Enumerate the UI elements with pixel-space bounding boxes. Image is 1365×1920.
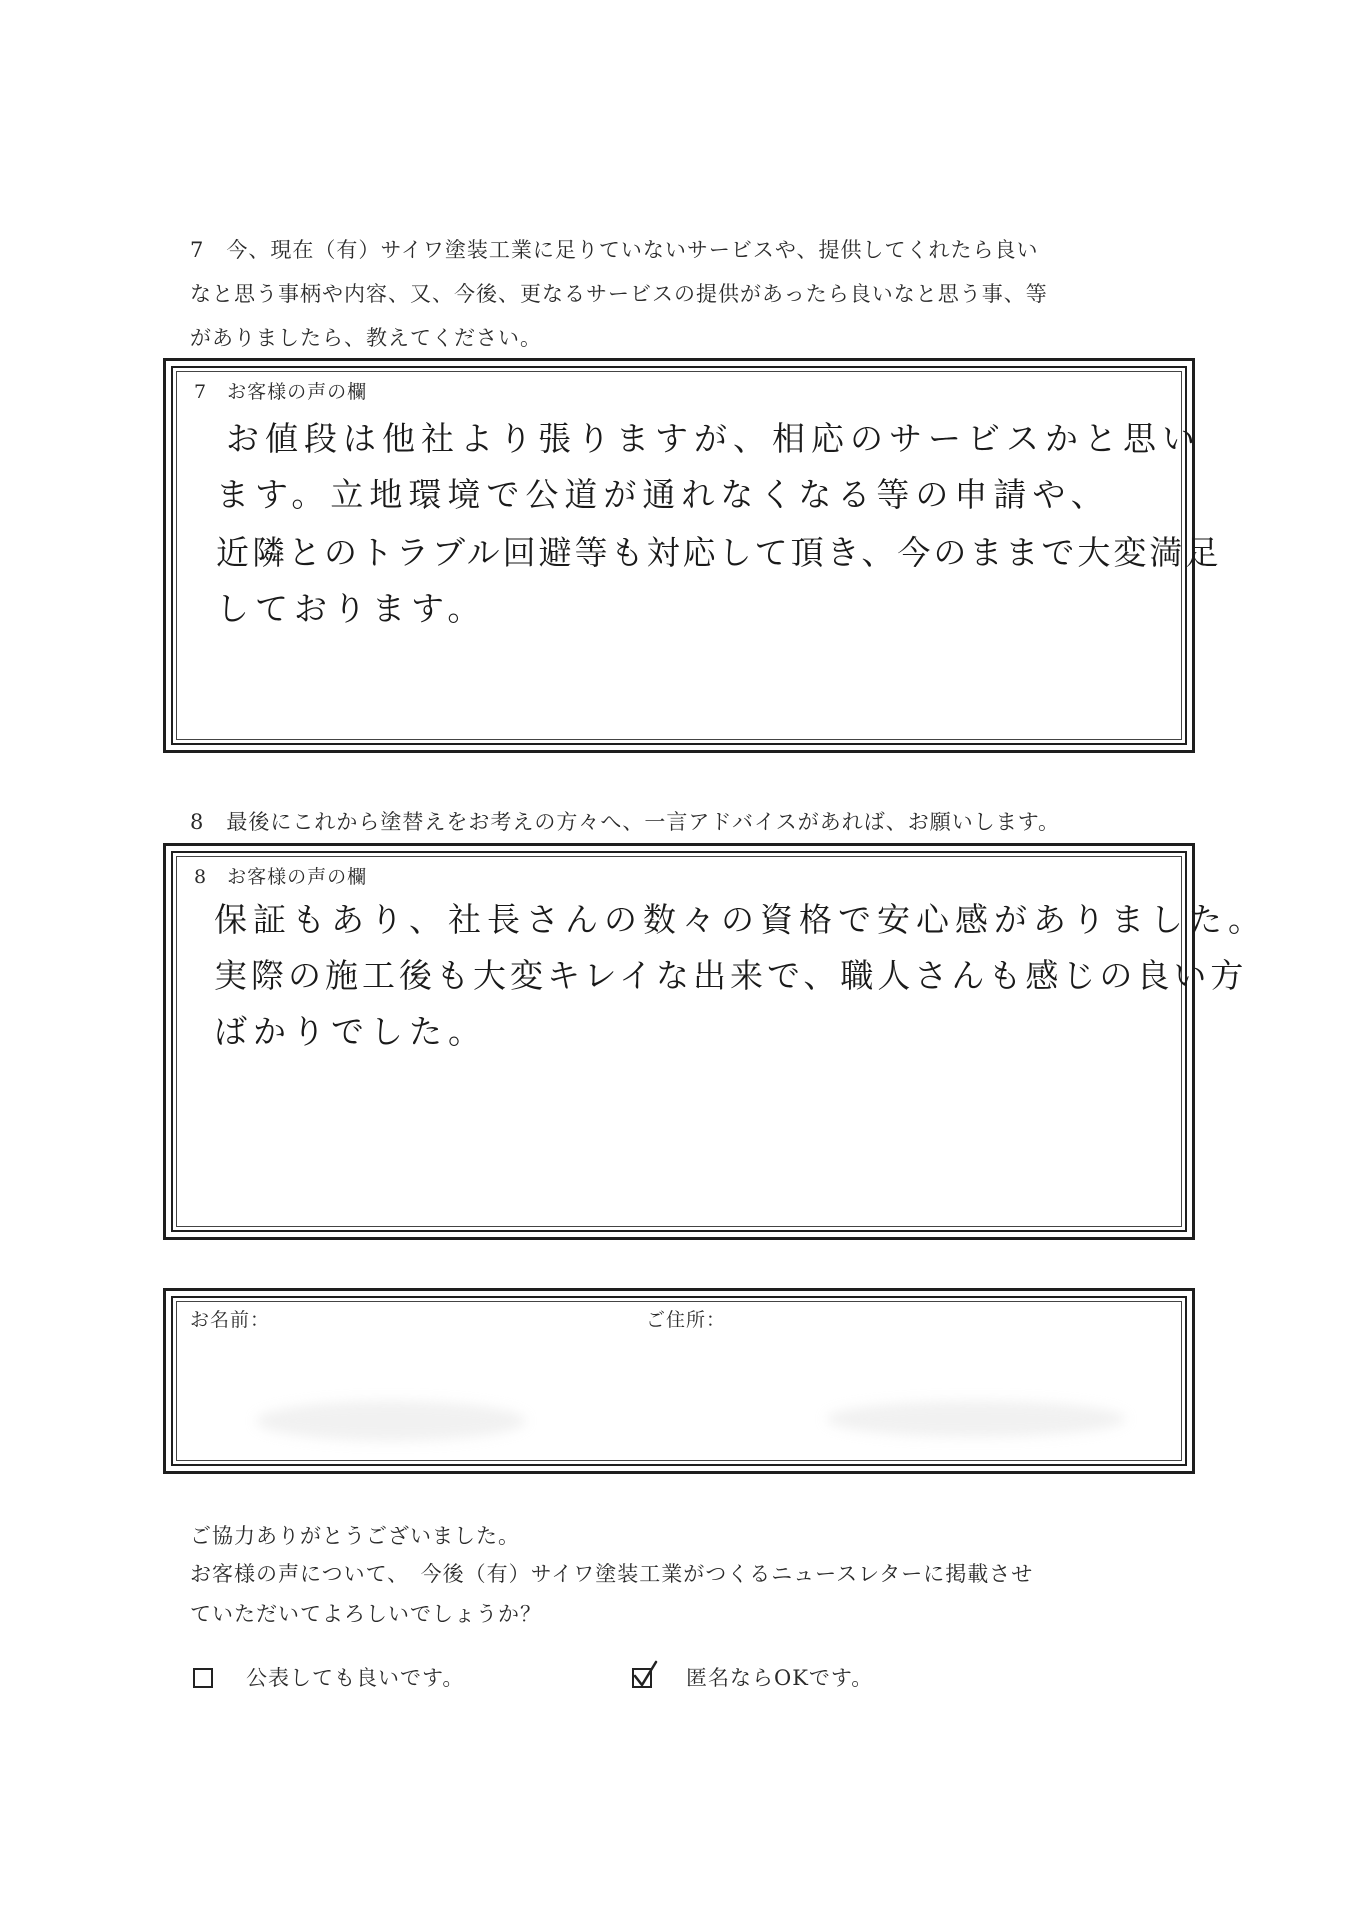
redacted-name-area [256, 1401, 526, 1441]
q7-answer-line-2: ます。立地環境で公道が通れなくなる等の申請や、 [216, 475, 1110, 514]
q7-line-3: がありましたら、教えてください。 [190, 326, 542, 350]
q8-answer-line-1: 保証もあり、社長さんの数々の資格で安心感がありました。 [214, 900, 1267, 939]
q8-answer-line-2: 実際の施工後も大変キレイな出来で、職人さんも感じの良い方 [214, 956, 1248, 995]
redacted-address-area [826, 1401, 1126, 1437]
q7-answer-line-3: 近隣とのトラブル回避等も対応して頂き、今のままで大変満足 [216, 533, 1222, 572]
q7-answer-line-1: お値段は他社より張りますが、相応のサービスかと思い [226, 419, 1201, 458]
public-ok-checkbox[interactable] [193, 1668, 213, 1688]
name-label: お名前： [190, 1309, 271, 1331]
anonymous-ok-label: 匿名ならOKです。 [686, 1666, 874, 1690]
public-ok-label: 公表しても良いです。 [246, 1666, 465, 1690]
q8-line-1: 8 最後にこれから塗替えをお考えの方々へ、一言アドバイスがあれば、お願いします。 [190, 810, 1061, 834]
q8-answer-box [163, 843, 1267, 1240]
q7-line-1: 7 今、現在（有）サイワ塗装工業に足りていないサービスや、提供してくれたら良い [190, 238, 1039, 262]
anonymous-ok-checkbox[interactable] [632, 1668, 652, 1688]
q7-answer-box [163, 358, 1222, 753]
customer-info-box [163, 1288, 1195, 1474]
q7-box-label: 7 お客様の声の欄 [194, 381, 368, 403]
check-mark-icon [630, 1660, 660, 1690]
q8-answer-line-3: ばかりでした。 [214, 1012, 487, 1051]
q7-line-2: なと思う事柄や内容、又、今後、更なるサービスの提供があったら良いなと思う事、等 [190, 282, 1048, 306]
q8-box-label: 8 お客様の声の欄 [194, 866, 368, 888]
thanks-text: ご協力ありがとうございました。 [190, 1524, 520, 1548]
address-label: ご住所： [646, 1309, 727, 1331]
q7-answer-line-4: しております。 [216, 589, 487, 628]
consent-question-line-2: ていただいてよろしいでしょうか？ [190, 1602, 542, 1626]
consent-question-line-1: お客様の声について、 今後（有）サイワ塗装工業がつくるニュースレターに掲載させ [190, 1562, 1034, 1586]
